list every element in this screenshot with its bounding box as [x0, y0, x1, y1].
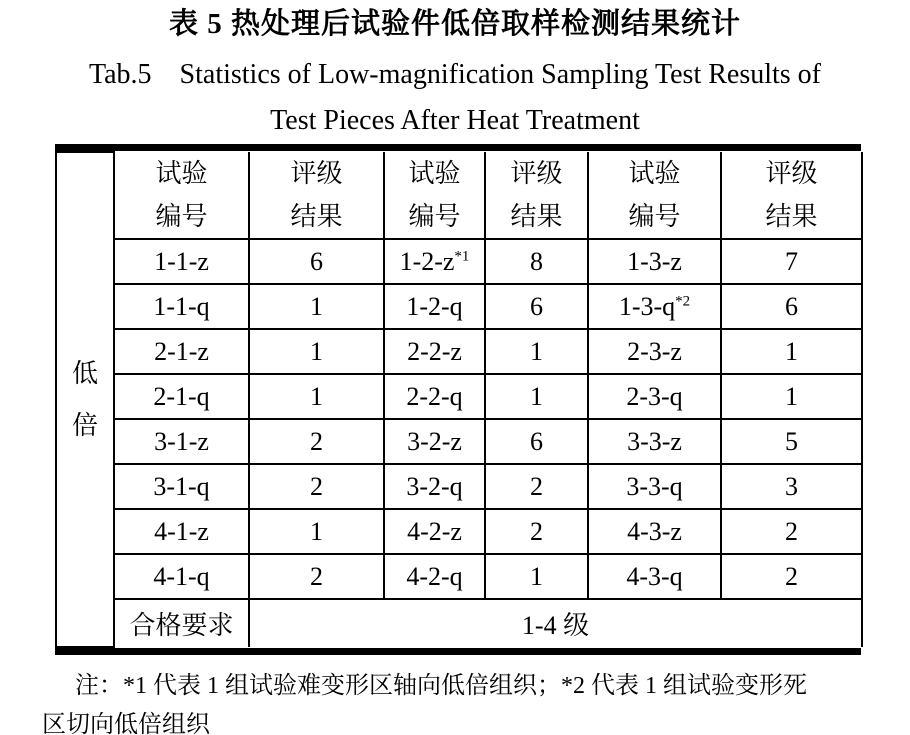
footnote-marker: *2 — [675, 292, 691, 309]
requirement-label-cell — [114, 599, 249, 647]
rating-cell — [485, 239, 588, 284]
table-row — [56, 464, 862, 509]
cell-text: 1 — [310, 291, 323, 321]
rating-cell — [249, 284, 384, 329]
rating-cell — [485, 329, 588, 374]
column-header-line: 编号 — [628, 202, 681, 231]
cell-text: 2 — [310, 561, 323, 591]
rating-cell — [485, 464, 588, 509]
cell-text: 2 — [785, 516, 798, 546]
column-header-rating-1 — [249, 152, 384, 239]
cell-text: 1 — [530, 381, 543, 411]
cell-text: 5 — [785, 426, 798, 456]
cell-text: 3-3-z — [627, 426, 682, 456]
cell-text: 4-3-z — [627, 516, 682, 546]
cell-text: 2-3-z — [627, 336, 682, 366]
column-header-test-id-3 — [588, 152, 721, 239]
rating-cell — [249, 374, 384, 419]
column-header-rating-3 — [721, 152, 862, 239]
table-row — [56, 374, 862, 419]
rating-cell — [249, 419, 384, 464]
cell-text: 1-1-q — [153, 291, 210, 321]
column-header-line: 结果 — [765, 202, 818, 231]
rating-cell — [721, 554, 862, 599]
cell-text: 2 — [310, 426, 323, 456]
test-id-cell — [588, 374, 721, 419]
column-header-test-id-2 — [384, 152, 485, 239]
rating-cell — [485, 554, 588, 599]
cell-text: 1 — [530, 561, 543, 591]
requirement-value-cell — [249, 599, 862, 647]
cell-text: 6 — [530, 426, 543, 456]
cell-text: 2 — [310, 471, 323, 501]
test-id-cell — [588, 464, 721, 509]
test-id-cell — [588, 284, 721, 329]
test-id-cell — [384, 239, 485, 284]
cell-text: 7 — [785, 246, 798, 276]
column-header-line: 试验 — [155, 159, 208, 188]
requirement-label: 合格要求 — [129, 611, 234, 640]
cell-text: 2 — [785, 561, 798, 591]
table-row — [56, 509, 862, 554]
table-body — [56, 152, 862, 647]
cell-text: 1-2-q — [406, 291, 463, 321]
row-group-cell — [56, 152, 114, 647]
test-id-cell — [588, 509, 721, 554]
test-id-cell — [114, 509, 249, 554]
rating-cell — [249, 509, 384, 554]
column-header-line: 评级 — [510, 159, 563, 188]
cell-text: 1 — [310, 516, 323, 546]
row-group-label: 低倍 — [71, 358, 98, 440]
footnote-marker: *1 — [454, 247, 470, 264]
results-table-wrap — [55, 144, 861, 655]
test-id-cell — [588, 329, 721, 374]
cell-text: 4-1-q — [153, 561, 210, 591]
test-id-cell — [588, 419, 721, 464]
column-header-line: 试验 — [408, 159, 461, 188]
cell-text: 2 — [530, 471, 543, 501]
cell-text: 1 — [310, 336, 323, 366]
table-row — [56, 329, 862, 374]
table-note — [42, 667, 870, 735]
cell-text: 2-2-z — [407, 336, 462, 366]
table-header-row — [56, 152, 862, 239]
test-id-cell — [588, 554, 721, 599]
column-header-line: 编号 — [408, 202, 461, 231]
rating-cell — [721, 374, 862, 419]
rating-cell — [249, 464, 384, 509]
page — [0, 6, 910, 735]
rating-cell — [249, 239, 384, 284]
test-id-cell — [384, 419, 485, 464]
cell-text: 3-2-q — [406, 471, 463, 501]
cell-text: 6 — [530, 291, 543, 321]
cell-text: 4-3-q — [626, 561, 683, 591]
rating-cell — [249, 554, 384, 599]
table-title-en — [0, 52, 910, 144]
cell-text: 1 — [785, 381, 798, 411]
column-header-line: 评级 — [765, 159, 818, 188]
table-note-line2: 区切向低倍组织 — [42, 712, 210, 735]
column-header-line: 结果 — [510, 202, 563, 231]
cell-text: 1 — [530, 336, 543, 366]
cell-text: 3-3-q — [626, 471, 683, 501]
rating-cell — [721, 329, 862, 374]
requirement-value: 1-4 级 — [521, 611, 590, 640]
column-header-line: 编号 — [155, 202, 208, 231]
rating-cell — [721, 239, 862, 284]
cell-text: 1 — [310, 381, 323, 411]
rating-cell — [721, 464, 862, 509]
cell-text: 2-2-q — [406, 381, 463, 411]
test-id-cell — [114, 329, 249, 374]
column-header-rating-2 — [485, 152, 588, 239]
rating-cell — [249, 329, 384, 374]
cell-text: 6 — [310, 246, 323, 276]
cell-text: 6 — [785, 291, 798, 321]
test-id-cell — [384, 329, 485, 374]
cell-text: 1-3-z — [627, 246, 682, 276]
rating-cell — [721, 509, 862, 554]
test-id-cell — [384, 509, 485, 554]
test-id-cell — [588, 239, 721, 284]
cell-text: 1 — [785, 336, 798, 366]
table-row — [56, 284, 862, 329]
cell-text: 4-1-z — [154, 516, 209, 546]
cell-text: 3-2-z — [407, 426, 462, 456]
rating-cell — [485, 509, 588, 554]
column-header-line: 评级 — [290, 159, 343, 188]
test-id-cell — [114, 284, 249, 329]
column-header-line: 试验 — [628, 159, 681, 188]
column-header-test-id-1 — [114, 152, 249, 239]
table-row — [56, 239, 862, 284]
table-title-cn: 表 5 热处理后试验件低倍取样检测结果统计 — [168, 8, 741, 40]
rating-cell — [485, 419, 588, 464]
table-title-en-line1: Tab.5 Statistics of Low-magnification Sampling Test Results of — [88, 59, 822, 90]
test-id-cell — [114, 239, 249, 284]
test-id-cell — [384, 284, 485, 329]
table-note-line1: 注：*1 代表 1 组试验难变形区轴向低倍组织；*2 代表 1 组试验变形死 — [75, 673, 807, 699]
cell-text: 1-3-q — [618, 291, 676, 321]
cell-text: 2-1-z — [154, 336, 209, 366]
test-id-cell — [114, 464, 249, 509]
table-footer-row — [56, 599, 862, 647]
table-row — [56, 419, 862, 464]
cell-text: 2 — [530, 516, 543, 546]
cell-text: 8 — [530, 246, 543, 276]
test-id-cell — [114, 554, 249, 599]
column-header-line: 结果 — [290, 202, 343, 231]
cell-text: 3-1-q — [153, 471, 210, 501]
cell-text: 1-2-z — [399, 246, 455, 276]
rating-cell — [721, 419, 862, 464]
cell-text: 3-1-z — [154, 426, 209, 456]
rating-cell — [721, 284, 862, 329]
table-row — [56, 554, 862, 599]
test-id-cell — [384, 464, 485, 509]
rating-cell — [485, 284, 588, 329]
results-table — [55, 151, 863, 648]
cell-text: 4-2-q — [406, 561, 463, 591]
rating-cell — [485, 374, 588, 419]
cell-text: 3 — [785, 471, 798, 501]
test-id-cell — [114, 419, 249, 464]
test-id-cell — [114, 374, 249, 419]
table-title-en-line2: Test Pieces After Heat Treatment — [270, 105, 640, 136]
test-id-cell — [384, 374, 485, 419]
test-id-cell — [384, 554, 485, 599]
cell-text: 2-3-q — [626, 381, 683, 411]
cell-text: 2-1-q — [153, 381, 210, 411]
cell-text: 4-2-z — [407, 516, 462, 546]
cell-text: 1-1-z — [154, 246, 209, 276]
